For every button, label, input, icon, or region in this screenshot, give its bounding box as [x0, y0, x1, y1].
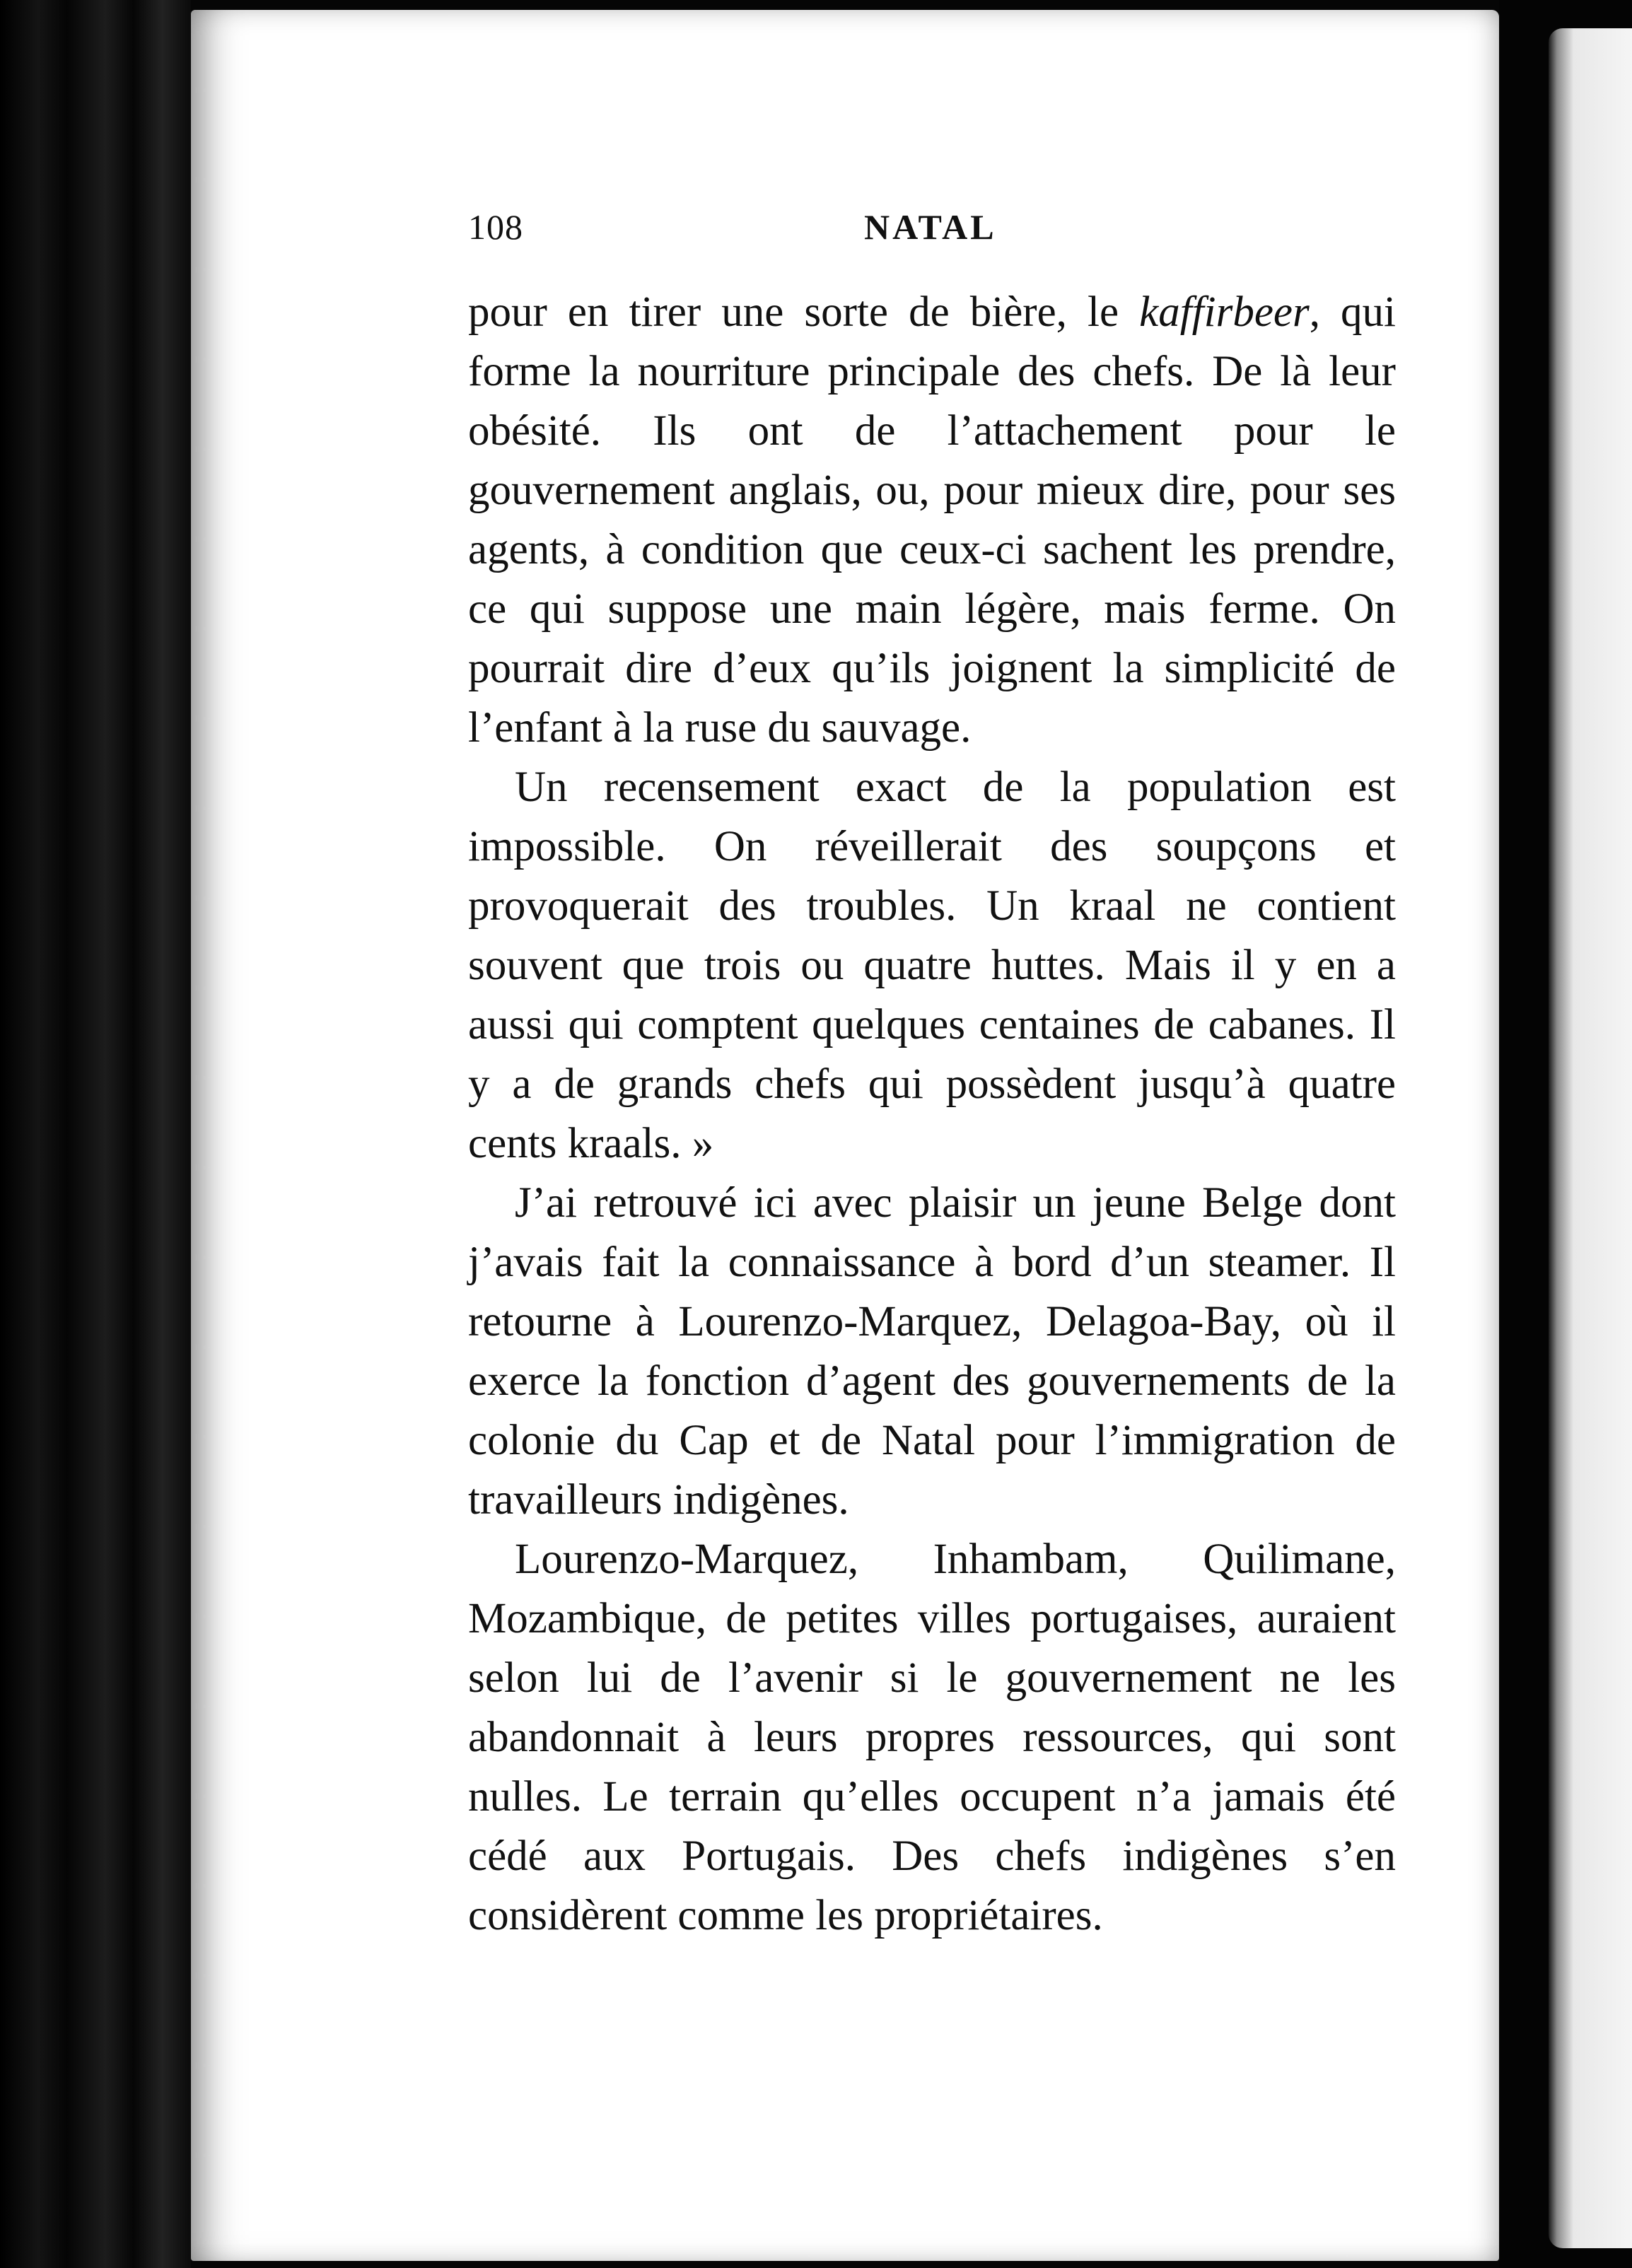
book-binding-edge [0, 0, 191, 2268]
paragraph-text: , qui forme la nourriture principale des chefs. De là leur obésité. Ils ont de l’attachement pour le gouvernement anglais, ou, pour mieux dire, pour ses agents, à condition que ceux-ci sachent les prendre, ce qui suppose une main légère, mais ferme. On pourrait dire d’eux qu’ils joignent la simplicité de l’enfant à la ruse du sauvage. [468, 288, 1396, 752]
adjacent-page-edge [1549, 28, 1632, 2248]
page-header [468, 206, 1396, 256]
paragraph-continued [468, 283, 1396, 758]
paragraph: Un recensement exact de la population est impossible. On réveillerait des soupçons et provoquerait des troubles. Un kraal ne contient souvent que trois ou quatre huttes. Mais il y en a aussi qui comptent quelques centaines de cabanes. Il y a de grands chefs qui possèdent jusqu’à quatre cents kraals. » [468, 764, 1396, 1167]
page-number: 108 [468, 207, 523, 247]
running-title: NATAL [864, 207, 997, 247]
paragraph: Lourenzo-Marquez, Inhambam, Quilimane, Mozambique, de petites villes portugaises, auraient selon lui de l’avenir si le gouvernement ne les abandonnait à leurs propres ressources, qui sont nulles. Le terrain qu’elles occupent n’a jamais été cédé aux Portugais. Des chefs indigènes s’en considèrent comme les propriétaires. [468, 1536, 1396, 1939]
italic-term: kaffirbeer [1139, 288, 1310, 336]
paragraph: J’ai retrouvé ici avec plaisir un jeune Belge dont j’avais fait la connaissance à bord d’un steamer. Il retourne à Lourenzo-Marquez, Delagoa-Bay, où il exerce la fonction d’agent des gouvernements de la colonie du Cap et de Natal pour l’immigration de travailleurs indigènes. [468, 1179, 1396, 1524]
paragraph-text: pour en tirer une sorte de bière, le [468, 288, 1140, 336]
page-body [468, 283, 1396, 1946]
